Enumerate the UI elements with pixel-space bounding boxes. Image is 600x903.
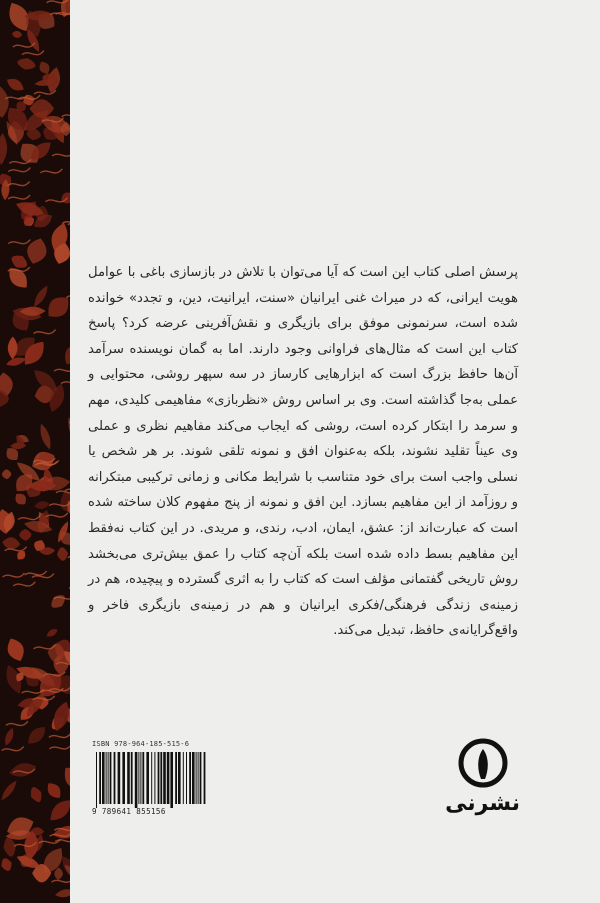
description-paragraph: پرسش اصلی کتاب این است که آیا می‌توان با تلاش در بازسازی باغی با عوامل هویت ایرانی، که در میراث غنی ایرانیان «سنت، ایرانیت، دین، و تجدد» خوانده شده است، سرنمونی موفق برای بازیگری و نقش‌آفرینی عرضه کرد؟ پاسخ کتاب این است که مثال‌های فراوانی وجود دارند. اما به گمان نویسنده سرآمد آن‌ها حافظ بزرگ است که ابزارهایی کارساز در سه سپهر روشی، محتوایی و عملی به‌جا گذاشته است. وی بر اساس روش «نظربازی» مفاهیمی کلیدی، مهم و سرمد را ابتکار کرده است، روشی که ایجاب می‌کند مفاهیم نظری و عملی وی عیناً تقلید نشوند، بلکه به‌عنوان افق و نمونه تلقی شوند. بر هر شخص یا نسلی واجب است برای خود متناسب با شرایط مکانی و زمانی ترکیبی مبتکرانه و روزآمد از این مفاهیم بسازد. این افق و نمونه از پنج مفهوم کلان ساخته شده است که عبارت‌اند از: عشق، ایمان، ادب، رندی، و مریدی. در این کتاب نه‌فقط این مفاهیم بسط داده شده است بلکه آن‌چه کتاب را عمق بیش‌تری می‌بخشد روش تاریخی گفتمانی مؤلف است که کتاب را به اثری گسترده و پیچیده، هم در زمینه‌ی زندگی فرهنگی/فکری ایرانیان و هم در زمینه‌ی بازیگری فاخر و واقع‌گرایانه‌ی حافظ، تبدیل می‌کند.: [88, 265, 518, 639]
reed-in-circle-icon: [446, 735, 520, 793]
isbn-label: ISBN 978-964-185-515-6: [92, 740, 190, 748]
publisher-name: نشرنی: [445, 791, 520, 816]
barcode-digits: 9 789641 855156: [92, 807, 166, 816]
floral-pattern-graphic: [0, 0, 70, 903]
back-cover-description: [88, 260, 518, 644]
isbn-barcode: [92, 740, 208, 818]
publisher-logo: [446, 735, 520, 825]
barcode-bars: [92, 752, 208, 808]
spine-floral-pattern: [0, 0, 70, 903]
